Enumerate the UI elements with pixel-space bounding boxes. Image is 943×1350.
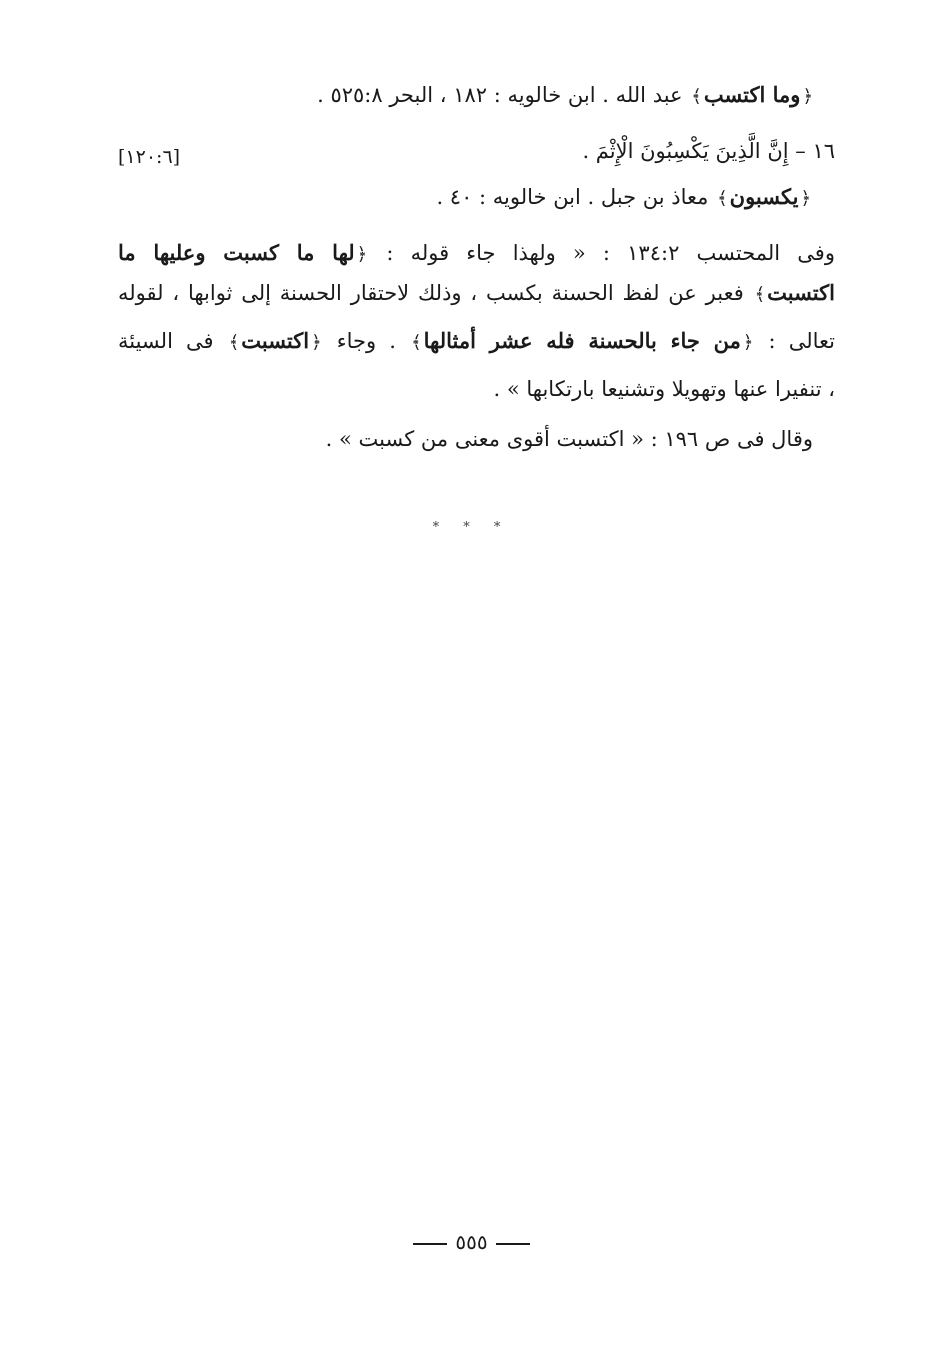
entry-2-verse-text: ١٦ – إِنَّ الَّذِينَ يَكْسِبُونَ الْإِثْمَ . (582, 139, 835, 163)
page-footer (0, 1230, 943, 1254)
commentary-text: فعبر عن لفظ الحسنة بكسب ، وذلك لاحتقار الحسنة إلى ثوابها ، لقوله (118, 281, 744, 305)
commentary-text: تعالى : (768, 329, 835, 353)
entry-1-reading: وما اكتسب (703, 82, 801, 107)
commentary-line-4: ، تنفيرا عنها وتهويلا وتشنيعا بارتكابها » . (493, 377, 835, 401)
entry-1-sources: عبد الله . ابن خالويه : ١٨٢ ، البحر ٥٢٥:٨ . (317, 83, 683, 107)
page-number: ٥٥٥ (455, 1230, 488, 1254)
entry-2-sources: معاذ بن جبل . ابن خالويه : ٤٠ . (436, 185, 709, 209)
entry-1-line (317, 80, 815, 112)
quran-quote: لها ما كسبت وعليها ما (118, 240, 355, 265)
commentary-line-3 (118, 326, 835, 358)
ornate-bracket-open: ﴿ (311, 332, 322, 353)
ornate-bracket-open: ﴿ (742, 332, 754, 353)
ornate-bracket-open: ﴿ (356, 244, 368, 265)
ornate-bracket-close: ﴾ (691, 86, 702, 107)
ornate-bracket-close: ﴾ (228, 332, 240, 353)
commentary-text: وفى المحتسب ١٣٤:٢ : « ولهذا جاء قوله : (386, 241, 835, 265)
footer-dash (496, 1243, 530, 1245)
entry-2-reading: يكسبون (729, 184, 799, 209)
quran-quote: اكتسبت (767, 280, 835, 305)
quran-quote: اكتسبت (241, 328, 310, 353)
commentary-text: فى السيئة (118, 329, 214, 353)
ornate-bracket-close: ﴾ (754, 284, 766, 305)
quran-quote: من جاء بالحسنة فله عشر أمثالها (423, 328, 741, 353)
entry-2-verse-ref: [١٢٠:٦] (118, 146, 181, 168)
commentary-line-1 (118, 238, 835, 270)
commentary-paragraph-2: وقال فى ص ١٩٦ : « اكتسبت أقوى معنى من كسبت » . (325, 427, 813, 451)
ornate-bracket-open: ﴿ (802, 86, 813, 107)
commentary-text: . وجاء (336, 329, 396, 353)
commentary-line-2 (118, 278, 835, 310)
section-separator: * * * (432, 520, 511, 535)
entry-2-line (436, 182, 813, 214)
ornate-bracket-close: ﴾ (411, 332, 422, 353)
ornate-bracket-close: ﴾ (717, 188, 728, 209)
ornate-bracket-open: ﴿ (800, 188, 811, 209)
footer-dash (413, 1243, 447, 1245)
